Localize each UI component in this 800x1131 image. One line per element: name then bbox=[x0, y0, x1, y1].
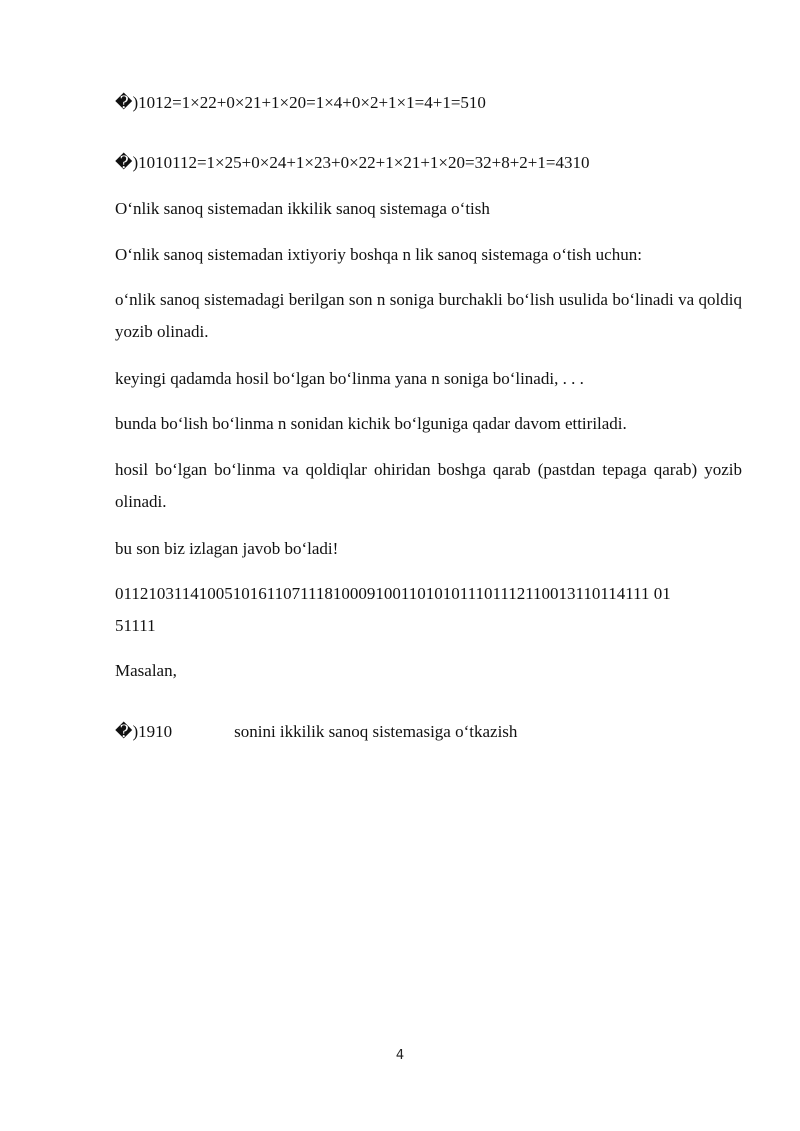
step-4-paragraph: hosil bo‘lgan bo‘linma va qoldiqlar ohiridan boshga qarab (pastdan tepaga qarab) yozib olinadi. bbox=[115, 460, 742, 511]
digits-line-1: 0112103114100510161107111810009100110101011101112110013110114111 01 bbox=[115, 584, 671, 603]
section-heading: O‘nlik sanoq sistemadan ikkilik sanoq sistemaga o‘tish bbox=[115, 199, 490, 218]
intro-line: O‘nlik sanoq sistemadan ixtiyoriy boshqa n lik sanoq sistemaga o‘tish uchun: bbox=[115, 245, 642, 264]
step-5-line: bu son biz izlagan javob bo‘ladi! bbox=[115, 539, 339, 558]
step-3-line: bunda bo‘lish bo‘linma n sonidan kichik bo‘lguniga qadar davom ettiriladi. bbox=[115, 414, 627, 433]
formula-line-2 bbox=[115, 153, 589, 173]
unknown-glyph-icon: � bbox=[115, 93, 133, 112]
step-1-paragraph: o‘nlik sanoq sistemadagi berilgan son n soniga burchakli bo‘lish usulida bo‘linadi va qoldiq yozib olinadi. bbox=[115, 290, 742, 341]
example-text: sonini ikkilik sanoq sistemasiga o‘tkazish bbox=[234, 722, 518, 741]
example-number: )1910 bbox=[132, 722, 173, 741]
formula-line-1 bbox=[115, 93, 486, 113]
step-2-line: keyingi qadamda hosil bo‘lgan bo‘linma yana n soniga bo‘linadi, . . . bbox=[115, 369, 584, 388]
formula-text-2: )1010112=1×25+0×24+1×23+0×22+1×21+1×20=32+8+2+1=4310 bbox=[132, 153, 590, 172]
page-number: 4 bbox=[395, 1048, 405, 1063]
unknown-glyph-icon: � bbox=[115, 153, 133, 172]
formula-text-1: )1012=1×22+0×21+1×20=1×4+0×2+1×1=4+1=510 bbox=[132, 93, 486, 112]
example-line bbox=[115, 722, 517, 742]
example-label: Masalan, bbox=[115, 661, 177, 680]
unknown-glyph-icon: � bbox=[115, 722, 133, 741]
digits-line-2: 51111 bbox=[115, 616, 156, 635]
